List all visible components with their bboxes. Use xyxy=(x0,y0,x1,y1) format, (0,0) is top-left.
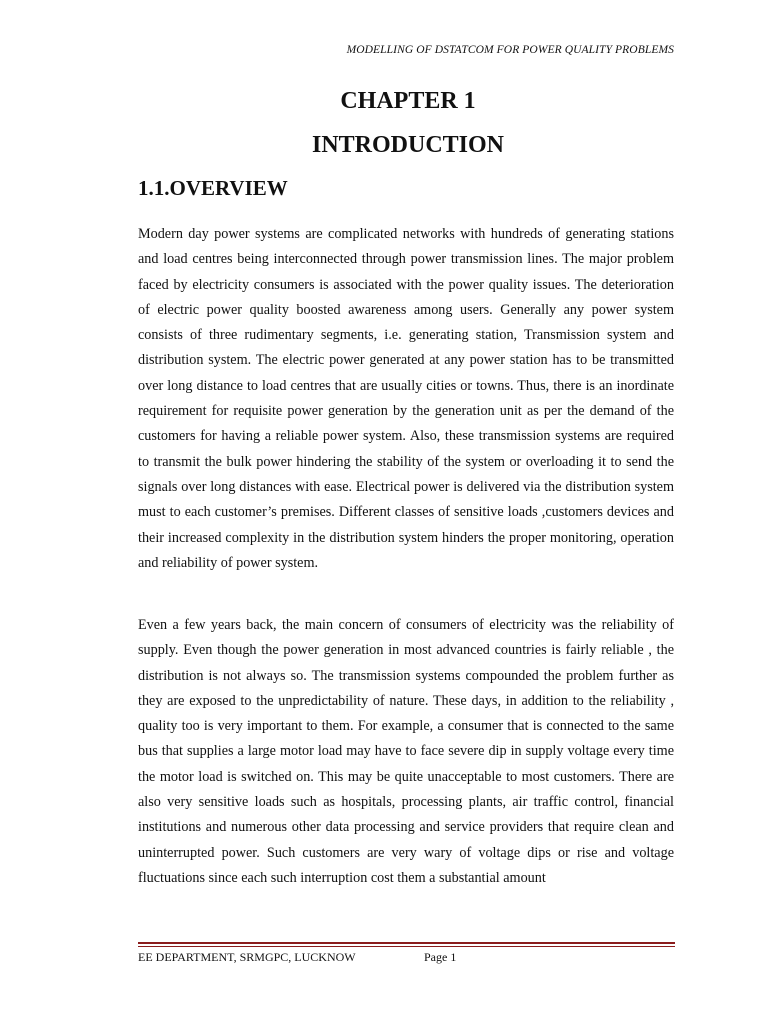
chapter-title: INTRODUCTION xyxy=(311,132,505,158)
running-header: MODELLING OF DSTATCOM FOR POWER QUALITY PROBLEMS xyxy=(346,44,674,56)
chapter-number: CHAPTER 1 xyxy=(340,88,476,114)
footer-rule xyxy=(138,942,675,944)
footer-department: EE DEPARTMENT, SRMGPC, LUCKNOW xyxy=(138,950,356,964)
section-heading: 1.1.OVERVIEW xyxy=(138,176,288,200)
page-number: Page 1 xyxy=(424,950,457,964)
body-paragraph: Modern day power systems are complicated networks with hundreds of generating stations and load centres being interconnected through power transmission lines. The major problem faced by electricity consumers is associated with the power quality issues. The deterioration of electric power quality boosted awareness among users. Generally any power system consists of three rudimentary segments, i.e. generating station, Transmission system and distribution system. The electric power generated at any power station has to be transmitted over long distance to load centres that are usually cities or towns. Thus, there is an inordinate requirement for requisite power generation by the generation unit as per the demand of the customers for having a reliable power system. Also, these transmission systems are required to transmit the bulk power hindering the stability of the system or overloading it to send the signals over long distances with ease. Electrical power is delivered via the distribution system must to each customer’s premises. Different classes of sensitive loads ,customers devices and their increased complexity in the distribution system hinders the proper monitoring, operation and reliability of power system. xyxy=(138,226,674,571)
footer-rule-thin xyxy=(138,946,675,947)
body-paragraph: Even a few years back, the main concern of consumers of electricity was the reliability of supply. Even though the power generation in most advanced countries is fairly reliable , the distribution is not always so. The transmission systems compounded the problem further as they are exposed to the unpredictability of nature. These days, in addition to the reliability , quality too is very important to them. For example, a consumer that is connected to the same bus that supplies a large motor load may have to face severe dip in supply voltage every time the motor load is switched on. This may be quite unacceptable to most customers. There are also very sensitive loads such as hospitals, processing plants, air traffic control, financial institutions and numerous other data processing and service providers that require clean and uninterrupted power. Such customers are very wary of voltage dips or rise and voltage fluctuations since each such interruption cost them a substantial amount xyxy=(138,617,674,886)
